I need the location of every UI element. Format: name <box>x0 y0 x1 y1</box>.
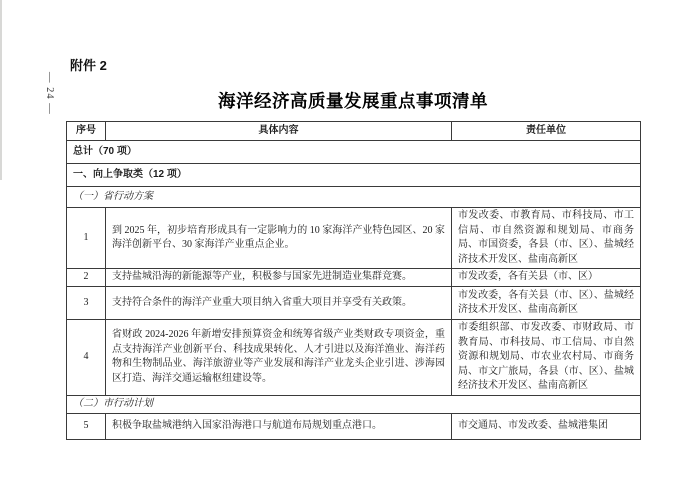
table-row-item-1 <box>67 208 641 269</box>
col-header-seq: 序号 <box>67 122 106 141</box>
subsection-row-1 <box>67 187 641 208</box>
col-header-unit: 责任单位 <box>452 122 641 141</box>
table-row-item-3 <box>67 287 641 320</box>
page-number: — 24 — <box>44 72 55 115</box>
subsection-label: （二）市行动计划 <box>67 395 641 413</box>
row-unit: 市发改委、市教育局、市科技局、市工信局、市自然资源和规划局、市商务局、市国资委，各县（市、区）、盐城经济技术开发区、盐南高新区 <box>452 208 641 269</box>
row-number: 2 <box>67 269 106 287</box>
row-unit: 市委组织部、市发改委、市财政局、市教育局、市科技局、市工信局、市自然资源和规划局、市农业农村局、市商务局、市文广旅局，各县（市、区）、盐城经济技术开发区、盐南高新区 <box>452 320 641 396</box>
table-header-row <box>67 122 641 141</box>
row-content: 支持盐城沿海的新能源等产业，积极参与国家先进制造业集群竞赛。 <box>106 269 452 287</box>
scan-edge-artifact <box>0 0 2 180</box>
row-content: 到 2025 年，初步培育形成具有一定影响力的 10 家海洋产业特色园区、20 家海洋创新平台、30 家海洋产业重点企业。 <box>106 208 452 269</box>
section-row-total <box>67 141 641 164</box>
col-header-content: 具体内容 <box>106 122 452 141</box>
subsection-row-2 <box>67 395 641 413</box>
table-row-item-2 <box>67 269 641 287</box>
section-label: 总计（70 项） <box>67 141 641 164</box>
items-table <box>66 121 641 440</box>
row-unit: 市发改委，各有关县（市、区）、盐城经济技术开发区、盐南高新区 <box>452 287 641 320</box>
row-content: 省财政 2024-2026 年新增安排预算资金和统筹省级产业类财政专项资金，重点支持海洋产业创新平台、科技成果转化、人才引进以及海洋渔业、海洋药物和生物制品业、海洋旅游业等产业发展和海洋产业龙头企业引进、涉海园区打造、海洋交通运输枢纽建设等。 <box>106 320 452 396</box>
row-number: 1 <box>67 208 106 269</box>
row-number: 5 <box>67 413 106 439</box>
row-content: 积极争取盐城港纳入国家沿海港口与航道布局规划重点港口。 <box>106 413 452 439</box>
row-number: 3 <box>67 287 106 320</box>
section-label: 一、向上争取类（12 项） <box>67 164 641 187</box>
section-row-category-1 <box>67 164 641 187</box>
row-unit: 市发改委，各有关县（市、区） <box>452 269 641 287</box>
table-row-item-5 <box>67 413 641 439</box>
page-title: 海洋经济高质量发展重点事项清单 <box>218 91 488 111</box>
row-content: 支持符合条件的海洋产业重大项目纳入省重大项目并享受有关政策。 <box>106 287 452 320</box>
table-row-item-4 <box>67 320 641 396</box>
subsection-label: （一）省行动方案 <box>67 187 641 208</box>
row-unit: 市交通局、市发改委、盐城港集团 <box>452 413 641 439</box>
attachment-label: 附件 2 <box>70 58 107 73</box>
row-number: 4 <box>67 320 106 396</box>
